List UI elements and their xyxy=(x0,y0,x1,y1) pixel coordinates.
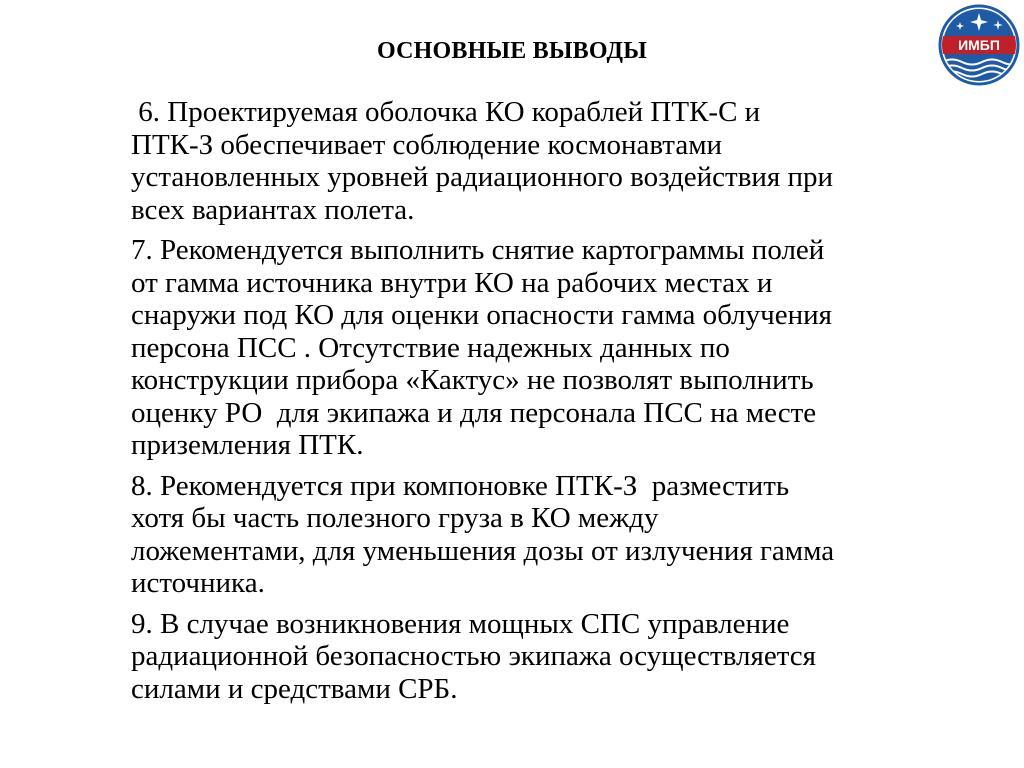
imbp-logo-icon xyxy=(938,4,1020,86)
content-body xyxy=(131,96,991,713)
slide-title: ОСНОВНЫЕ ВЫВОДЫ xyxy=(376,38,647,64)
conclusion-8: 8. Рекомендуется при компоновке ПТК-З разместить хотя бы часть полезного груза в КО между ложементами, для уменьшения дозы от излучения гамма источника. xyxy=(131,469,835,599)
logo-text: ИМБП xyxy=(958,37,1000,53)
conclusion-9: 9. В случае возникновения мощных СПС управление радиационной безопасностью экипажа осуществляется силами и средствами СРБ. xyxy=(131,607,816,705)
conclusion-6: 6. Проектируемая оболочка КО кораблей ПТК-С и ПТК-З обеспечивает соблюдение космонавтами установленных уровней радиационного воздействия при всех вариантах полета. xyxy=(131,96,834,226)
conclusion-7: 7. Рекомендуется выполнить снятие картограммы полей от гамма источника внутри КО на рабочих местах и снаружи под КО для оценки опасности гамма облучения персона ПСС . Отсутствие надежных данных по конструкции прибора «Кактус» не позволят выполнить оценку РО для экипажа и для персонала ПСС на месте приземления ПТК. xyxy=(131,234,832,461)
